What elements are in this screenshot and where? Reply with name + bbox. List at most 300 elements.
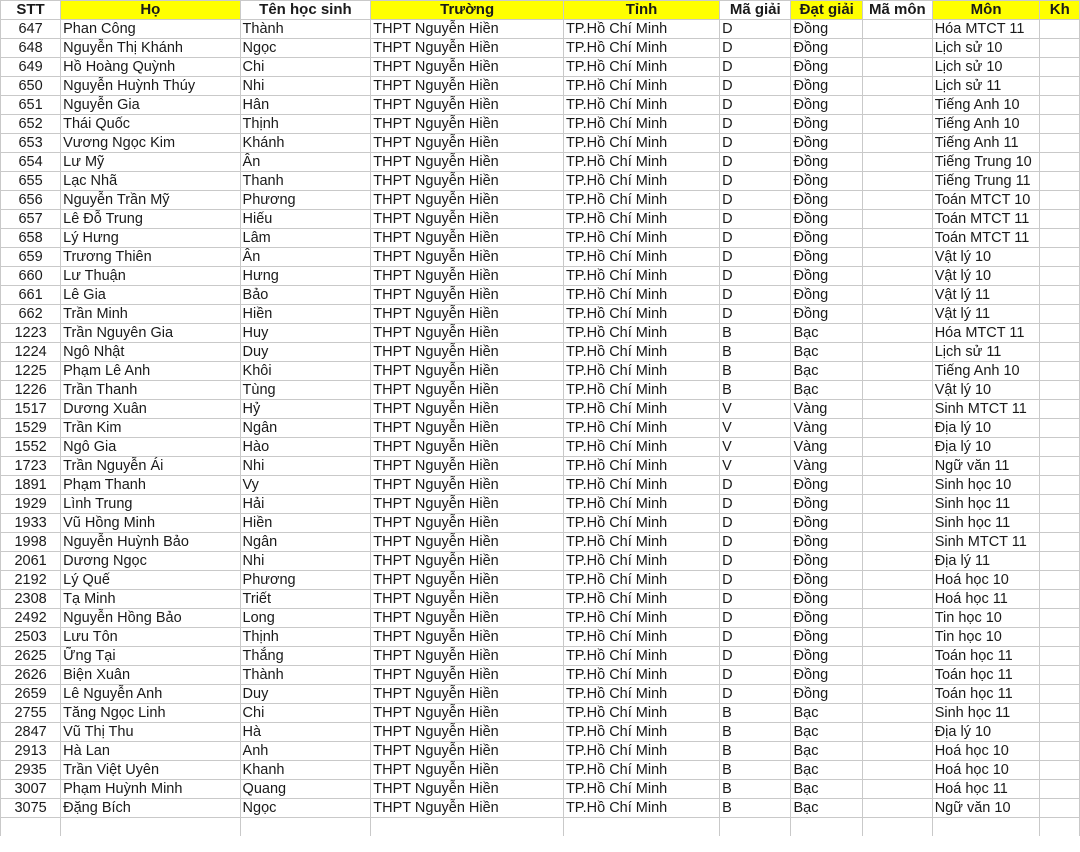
cell-kh[interactable]: [1040, 609, 1080, 628]
cell-stt[interactable]: 651: [1, 96, 61, 115]
cell-truong[interactable]: THPT Nguyễn Hiền: [371, 628, 564, 647]
cell-ma-mon[interactable]: [863, 495, 933, 514]
cell-ma-giai[interactable]: D: [720, 286, 791, 305]
cell-tinh[interactable]: TP.Hồ Chí Minh: [563, 381, 719, 400]
cell-dat-giai[interactable]: Bạc: [791, 324, 863, 343]
cell-kh[interactable]: [1040, 723, 1080, 742]
cell-truong[interactable]: THPT Nguyễn Hiền: [371, 514, 564, 533]
cell-ma-giai[interactable]: D: [720, 172, 791, 191]
empty-cell[interactable]: [932, 818, 1040, 836]
cell-kh[interactable]: [1040, 666, 1080, 685]
empty-cell[interactable]: [720, 818, 791, 836]
cell-stt[interactable]: 652: [1, 115, 61, 134]
cell-ma-giai[interactable]: D: [720, 96, 791, 115]
cell-ho[interactable]: Trần Kim: [61, 419, 240, 438]
cell-ho[interactable]: Nguyễn Trần Mỹ: [61, 191, 240, 210]
cell-ma-mon[interactable]: [863, 685, 933, 704]
cell-ma-giai[interactable]: B: [720, 704, 791, 723]
cell-dat-giai[interactable]: Bạc: [791, 799, 863, 818]
cell-truong[interactable]: THPT Nguyễn Hiền: [371, 780, 564, 799]
cell-mon[interactable]: Hoá học 10: [932, 742, 1040, 761]
cell-mon[interactable]: Tin học 10: [932, 609, 1040, 628]
cell-mon[interactable]: Vật lý 10: [932, 248, 1040, 267]
cell-tinh[interactable]: TP.Hồ Chí Minh: [563, 115, 719, 134]
cell-tinh[interactable]: TP.Hồ Chí Minh: [563, 590, 719, 609]
cell-kh[interactable]: [1040, 533, 1080, 552]
header-truong[interactable]: Trường: [371, 1, 564, 20]
cell-ten[interactable]: Thành: [240, 666, 371, 685]
cell-ho[interactable]: Nguyễn Huỳnh Thúy: [61, 77, 240, 96]
cell-ma-mon[interactable]: [863, 666, 933, 685]
cell-ho[interactable]: Lư Mỹ: [61, 153, 240, 172]
cell-ten[interactable]: Hiền: [240, 514, 371, 533]
cell-mon[interactable]: Vật lý 10: [932, 381, 1040, 400]
cell-stt[interactable]: 655: [1, 172, 61, 191]
cell-mon[interactable]: Tiếng Anh 11: [932, 134, 1040, 153]
cell-stt[interactable]: 654: [1, 153, 61, 172]
cell-ma-giai[interactable]: D: [720, 647, 791, 666]
cell-ho[interactable]: Dương Xuân: [61, 400, 240, 419]
cell-kh[interactable]: [1040, 457, 1080, 476]
cell-dat-giai[interactable]: Vàng: [791, 419, 863, 438]
cell-dat-giai[interactable]: Bạc: [791, 723, 863, 742]
cell-ho[interactable]: Đặng Bích: [61, 799, 240, 818]
header-ho[interactable]: Họ: [61, 1, 240, 20]
cell-mon[interactable]: Tiếng Anh 10: [932, 96, 1040, 115]
cell-ho[interactable]: Nguyễn Gia: [61, 96, 240, 115]
header-tinh[interactable]: Tỉnh: [563, 1, 719, 20]
cell-dat-giai[interactable]: Bạc: [791, 742, 863, 761]
cell-ten[interactable]: Nhi: [240, 457, 371, 476]
cell-ma-giai[interactable]: B: [720, 742, 791, 761]
cell-truong[interactable]: THPT Nguyễn Hiền: [371, 305, 564, 324]
cell-ten[interactable]: Thịnh: [240, 115, 371, 134]
cell-stt[interactable]: 1929: [1, 495, 61, 514]
cell-ho[interactable]: Ngô Nhật: [61, 343, 240, 362]
cell-ma-mon[interactable]: [863, 20, 933, 39]
cell-mon[interactable]: Sinh học 11: [932, 495, 1040, 514]
cell-kh[interactable]: [1040, 704, 1080, 723]
cell-mon[interactable]: Tiếng Anh 10: [932, 115, 1040, 134]
cell-kh[interactable]: [1040, 153, 1080, 172]
cell-dat-giai[interactable]: Bạc: [791, 362, 863, 381]
cell-mon[interactable]: Toán học 11: [932, 685, 1040, 704]
cell-ten[interactable]: Quang: [240, 780, 371, 799]
cell-mon[interactable]: Toán MTCT 10: [932, 191, 1040, 210]
cell-dat-giai[interactable]: Đồng: [791, 628, 863, 647]
cell-ten[interactable]: Chi: [240, 704, 371, 723]
cell-ma-giai[interactable]: D: [720, 628, 791, 647]
cell-truong[interactable]: THPT Nguyễn Hiền: [371, 248, 564, 267]
cell-ma-giai[interactable]: D: [720, 590, 791, 609]
cell-truong[interactable]: THPT Nguyễn Hiền: [371, 267, 564, 286]
cell-tinh[interactable]: TP.Hồ Chí Minh: [563, 609, 719, 628]
cell-tinh[interactable]: TP.Hồ Chí Minh: [563, 780, 719, 799]
cell-stt[interactable]: 1225: [1, 362, 61, 381]
cell-ma-mon[interactable]: [863, 39, 933, 58]
cell-truong[interactable]: THPT Nguyễn Hiền: [371, 723, 564, 742]
cell-ten[interactable]: Nhi: [240, 552, 371, 571]
cell-dat-giai[interactable]: Đồng: [791, 115, 863, 134]
cell-ma-mon[interactable]: [863, 438, 933, 457]
cell-ho[interactable]: Vương Ngọc Kim: [61, 134, 240, 153]
cell-kh[interactable]: [1040, 799, 1080, 818]
cell-dat-giai[interactable]: Đồng: [791, 191, 863, 210]
cell-kh[interactable]: [1040, 780, 1080, 799]
cell-tinh[interactable]: TP.Hồ Chí Minh: [563, 343, 719, 362]
cell-ten[interactable]: Hỷ: [240, 400, 371, 419]
cell-stt[interactable]: 1226: [1, 381, 61, 400]
cell-ma-mon[interactable]: [863, 381, 933, 400]
cell-ma-giai[interactable]: V: [720, 457, 791, 476]
cell-mon[interactable]: Toán MTCT 11: [932, 210, 1040, 229]
cell-tinh[interactable]: TP.Hồ Chí Minh: [563, 77, 719, 96]
cell-truong[interactable]: THPT Nguyễn Hiền: [371, 666, 564, 685]
cell-kh[interactable]: [1040, 20, 1080, 39]
cell-truong[interactable]: THPT Nguyễn Hiền: [371, 419, 564, 438]
cell-dat-giai[interactable]: Đồng: [791, 229, 863, 248]
cell-ma-mon[interactable]: [863, 647, 933, 666]
cell-mon[interactable]: Ngữ văn 10: [932, 799, 1040, 818]
cell-truong[interactable]: THPT Nguyễn Hiền: [371, 343, 564, 362]
cell-kh[interactable]: [1040, 552, 1080, 571]
cell-ten[interactable]: Duy: [240, 343, 371, 362]
empty-cell[interactable]: [240, 818, 371, 836]
cell-mon[interactable]: Địa lý 10: [932, 419, 1040, 438]
cell-dat-giai[interactable]: Đồng: [791, 514, 863, 533]
cell-kh[interactable]: [1040, 305, 1080, 324]
cell-truong[interactable]: THPT Nguyễn Hiền: [371, 438, 564, 457]
cell-mon[interactable]: Hóa MTCT 11: [932, 324, 1040, 343]
cell-ho[interactable]: Lê Nguyễn Anh: [61, 685, 240, 704]
cell-ten[interactable]: Huy: [240, 324, 371, 343]
cell-ma-giai[interactable]: D: [720, 58, 791, 77]
cell-dat-giai[interactable]: Vàng: [791, 438, 863, 457]
cell-dat-giai[interactable]: Đồng: [791, 476, 863, 495]
cell-mon[interactable]: Tiếng Anh 10: [932, 362, 1040, 381]
cell-ma-mon[interactable]: [863, 210, 933, 229]
cell-ho[interactable]: Ngô Gia: [61, 438, 240, 457]
cell-mon[interactable]: Vật lý 11: [932, 305, 1040, 324]
cell-ma-mon[interactable]: [863, 590, 933, 609]
cell-mon[interactable]: Sinh học 11: [932, 704, 1040, 723]
cell-ten[interactable]: Ngọc: [240, 39, 371, 58]
cell-dat-giai[interactable]: Đồng: [791, 134, 863, 153]
cell-truong[interactable]: THPT Nguyễn Hiền: [371, 476, 564, 495]
cell-kh[interactable]: [1040, 514, 1080, 533]
empty-cell[interactable]: [563, 818, 719, 836]
cell-kh[interactable]: [1040, 115, 1080, 134]
cell-ho[interactable]: Vũ Hồng Minh: [61, 514, 240, 533]
cell-mon[interactable]: Hoá học 11: [932, 780, 1040, 799]
cell-ma-giai[interactable]: D: [720, 495, 791, 514]
cell-kh[interactable]: [1040, 96, 1080, 115]
cell-mon[interactable]: Toán học 11: [932, 666, 1040, 685]
cell-dat-giai[interactable]: Đồng: [791, 590, 863, 609]
cell-stt[interactable]: 656: [1, 191, 61, 210]
cell-ma-giai[interactable]: D: [720, 115, 791, 134]
empty-cell[interactable]: [791, 818, 863, 836]
cell-mon[interactable]: Tiếng Trung 11: [932, 172, 1040, 191]
cell-tinh[interactable]: TP.Hồ Chí Minh: [563, 742, 719, 761]
cell-tinh[interactable]: TP.Hồ Chí Minh: [563, 628, 719, 647]
cell-ma-giai[interactable]: B: [720, 324, 791, 343]
cell-ten[interactable]: Triết: [240, 590, 371, 609]
cell-mon[interactable]: Toán MTCT 11: [932, 229, 1040, 248]
cell-ma-mon[interactable]: [863, 476, 933, 495]
cell-tinh[interactable]: TP.Hồ Chí Minh: [563, 723, 719, 742]
cell-ma-giai[interactable]: D: [720, 134, 791, 153]
cell-ma-mon[interactable]: [863, 191, 933, 210]
header-dat-giai[interactable]: Đạt giải: [791, 1, 863, 20]
cell-ma-mon[interactable]: [863, 153, 933, 172]
cell-truong[interactable]: THPT Nguyễn Hiền: [371, 96, 564, 115]
cell-ma-mon[interactable]: [863, 628, 933, 647]
cell-ma-mon[interactable]: [863, 533, 933, 552]
cell-ma-mon[interactable]: [863, 362, 933, 381]
cell-ma-giai[interactable]: B: [720, 761, 791, 780]
cell-truong[interactable]: THPT Nguyễn Hiền: [371, 153, 564, 172]
cell-truong[interactable]: THPT Nguyễn Hiền: [371, 20, 564, 39]
cell-stt[interactable]: 2659: [1, 685, 61, 704]
cell-kh[interactable]: [1040, 590, 1080, 609]
cell-kh[interactable]: [1040, 324, 1080, 343]
cell-kh[interactable]: [1040, 438, 1080, 457]
cell-truong[interactable]: THPT Nguyễn Hiền: [371, 286, 564, 305]
cell-stt[interactable]: 2913: [1, 742, 61, 761]
cell-ten[interactable]: Thịnh: [240, 628, 371, 647]
cell-tinh[interactable]: TP.Hồ Chí Minh: [563, 191, 719, 210]
cell-dat-giai[interactable]: Đồng: [791, 495, 863, 514]
cell-truong[interactable]: THPT Nguyễn Hiền: [371, 172, 564, 191]
cell-stt[interactable]: 659: [1, 248, 61, 267]
cell-ten[interactable]: Thanh: [240, 172, 371, 191]
cell-stt[interactable]: 1529: [1, 419, 61, 438]
cell-ma-giai[interactable]: D: [720, 210, 791, 229]
cell-dat-giai[interactable]: Đồng: [791, 248, 863, 267]
cell-dat-giai[interactable]: Đồng: [791, 172, 863, 191]
cell-kh[interactable]: [1040, 286, 1080, 305]
cell-mon[interactable]: Hoá học 10: [932, 571, 1040, 590]
cell-stt[interactable]: 2847: [1, 723, 61, 742]
cell-kh[interactable]: [1040, 685, 1080, 704]
header-ma-mon[interactable]: Mã môn: [863, 1, 933, 20]
cell-ho[interactable]: Trần Nguyên Gia: [61, 324, 240, 343]
cell-ma-giai[interactable]: D: [720, 552, 791, 571]
cell-stt[interactable]: 1891: [1, 476, 61, 495]
cell-tinh[interactable]: TP.Hồ Chí Minh: [563, 20, 719, 39]
cell-ho[interactable]: Phạm Huỳnh Minh: [61, 780, 240, 799]
cell-mon[interactable]: Sinh MTCT 11: [932, 533, 1040, 552]
cell-ma-mon[interactable]: [863, 400, 933, 419]
empty-cell[interactable]: [371, 818, 564, 836]
cell-mon[interactable]: Vật lý 11: [932, 286, 1040, 305]
cell-ma-giai[interactable]: D: [720, 191, 791, 210]
cell-stt[interactable]: 3007: [1, 780, 61, 799]
cell-ho[interactable]: Tạ Minh: [61, 590, 240, 609]
cell-truong[interactable]: THPT Nguyễn Hiền: [371, 571, 564, 590]
cell-stt[interactable]: 2061: [1, 552, 61, 571]
cell-ma-mon[interactable]: [863, 305, 933, 324]
cell-kh[interactable]: [1040, 476, 1080, 495]
cell-stt[interactable]: 1223: [1, 324, 61, 343]
cell-ma-giai[interactable]: D: [720, 685, 791, 704]
cell-ma-giai[interactable]: D: [720, 229, 791, 248]
cell-truong[interactable]: THPT Nguyễn Hiền: [371, 552, 564, 571]
cell-ma-mon[interactable]: [863, 799, 933, 818]
cell-tinh[interactable]: TP.Hồ Chí Minh: [563, 286, 719, 305]
cell-tinh[interactable]: TP.Hồ Chí Minh: [563, 39, 719, 58]
cell-ten[interactable]: Ngân: [240, 533, 371, 552]
cell-kh[interactable]: [1040, 647, 1080, 666]
cell-ma-giai[interactable]: D: [720, 305, 791, 324]
cell-ho[interactable]: Lưu Tôn: [61, 628, 240, 647]
cell-truong[interactable]: THPT Nguyễn Hiền: [371, 324, 564, 343]
cell-kh[interactable]: [1040, 571, 1080, 590]
cell-ho[interactable]: Trần Minh: [61, 305, 240, 324]
cell-tinh[interactable]: TP.Hồ Chí Minh: [563, 172, 719, 191]
cell-dat-giai[interactable]: Bạc: [791, 343, 863, 362]
cell-ho[interactable]: Phạm Thanh: [61, 476, 240, 495]
cell-stt[interactable]: 662: [1, 305, 61, 324]
cell-dat-giai[interactable]: Đồng: [791, 647, 863, 666]
cell-stt[interactable]: 649: [1, 58, 61, 77]
cell-kh[interactable]: [1040, 381, 1080, 400]
cell-truong[interactable]: THPT Nguyễn Hiền: [371, 704, 564, 723]
cell-ho[interactable]: Lê Đỗ Trung: [61, 210, 240, 229]
cell-dat-giai[interactable]: Bạc: [791, 381, 863, 400]
cell-ho[interactable]: Lý Hưng: [61, 229, 240, 248]
cell-dat-giai[interactable]: Bạc: [791, 780, 863, 799]
cell-tinh[interactable]: TP.Hồ Chí Minh: [563, 571, 719, 590]
cell-ma-mon[interactable]: [863, 609, 933, 628]
cell-mon[interactable]: Sinh học 10: [932, 476, 1040, 495]
cell-stt[interactable]: 2192: [1, 571, 61, 590]
cell-ho[interactable]: Vũ Thị Thu: [61, 723, 240, 742]
cell-truong[interactable]: THPT Nguyễn Hiền: [371, 590, 564, 609]
cell-mon[interactable]: Sinh học 11: [932, 514, 1040, 533]
cell-ten[interactable]: Ân: [240, 153, 371, 172]
cell-truong[interactable]: THPT Nguyễn Hiền: [371, 134, 564, 153]
cell-kh[interactable]: [1040, 210, 1080, 229]
cell-stt[interactable]: 2625: [1, 647, 61, 666]
cell-kh[interactable]: [1040, 267, 1080, 286]
cell-ma-giai[interactable]: D: [720, 248, 791, 267]
cell-truong[interactable]: THPT Nguyễn Hiền: [371, 58, 564, 77]
cell-dat-giai[interactable]: Vàng: [791, 457, 863, 476]
cell-ten[interactable]: Ngọc: [240, 799, 371, 818]
cell-mon[interactable]: Địa lý 11: [932, 552, 1040, 571]
cell-dat-giai[interactable]: Đồng: [791, 666, 863, 685]
cell-ten[interactable]: Nhi: [240, 77, 371, 96]
cell-ma-mon[interactable]: [863, 761, 933, 780]
cell-ma-giai[interactable]: B: [720, 343, 791, 362]
cell-stt[interactable]: 1517: [1, 400, 61, 419]
cell-dat-giai[interactable]: Đồng: [791, 39, 863, 58]
cell-ten[interactable]: Khôi: [240, 362, 371, 381]
cell-dat-giai[interactable]: Đồng: [791, 305, 863, 324]
cell-tinh[interactable]: TP.Hồ Chí Minh: [563, 419, 719, 438]
cell-stt[interactable]: 650: [1, 77, 61, 96]
cell-dat-giai[interactable]: Bạc: [791, 704, 863, 723]
cell-truong[interactable]: THPT Nguyễn Hiền: [371, 609, 564, 628]
cell-kh[interactable]: [1040, 742, 1080, 761]
cell-ho[interactable]: Trần Việt Uyên: [61, 761, 240, 780]
cell-truong[interactable]: THPT Nguyễn Hiền: [371, 400, 564, 419]
cell-truong[interactable]: THPT Nguyễn Hiền: [371, 761, 564, 780]
cell-tinh[interactable]: TP.Hồ Chí Minh: [563, 248, 719, 267]
cell-stt[interactable]: 1552: [1, 438, 61, 457]
cell-tinh[interactable]: TP.Hồ Chí Minh: [563, 666, 719, 685]
empty-cell[interactable]: [61, 818, 240, 836]
cell-tinh[interactable]: TP.Hồ Chí Minh: [563, 267, 719, 286]
cell-mon[interactable]: Ngữ văn 11: [932, 457, 1040, 476]
cell-ten[interactable]: Hiếu: [240, 210, 371, 229]
cell-tinh[interactable]: TP.Hồ Chí Minh: [563, 134, 719, 153]
cell-kh[interactable]: [1040, 248, 1080, 267]
cell-stt[interactable]: 2755: [1, 704, 61, 723]
cell-ho[interactable]: Nguyễn Huỳnh Bảo: [61, 533, 240, 552]
cell-ho[interactable]: Nguyễn Thị Khánh: [61, 39, 240, 58]
cell-kh[interactable]: [1040, 191, 1080, 210]
cell-stt[interactable]: 653: [1, 134, 61, 153]
cell-truong[interactable]: THPT Nguyễn Hiền: [371, 799, 564, 818]
cell-truong[interactable]: THPT Nguyễn Hiền: [371, 647, 564, 666]
cell-kh[interactable]: [1040, 495, 1080, 514]
cell-truong[interactable]: THPT Nguyễn Hiền: [371, 191, 564, 210]
cell-ten[interactable]: Khánh: [240, 134, 371, 153]
cell-tinh[interactable]: TP.Hồ Chí Minh: [563, 685, 719, 704]
cell-stt[interactable]: 661: [1, 286, 61, 305]
cell-ma-mon[interactable]: [863, 115, 933, 134]
cell-mon[interactable]: Tin học 10: [932, 628, 1040, 647]
cell-stt[interactable]: 657: [1, 210, 61, 229]
cell-ho[interactable]: Ững Tại: [61, 647, 240, 666]
cell-truong[interactable]: THPT Nguyễn Hiền: [371, 495, 564, 514]
cell-stt[interactable]: 1998: [1, 533, 61, 552]
header-ma-giai[interactable]: Mã giải: [720, 1, 791, 20]
cell-ma-mon[interactable]: [863, 248, 933, 267]
cell-mon[interactable]: Hóa MTCT 11: [932, 20, 1040, 39]
cell-mon[interactable]: Địa lý 10: [932, 438, 1040, 457]
header-mon[interactable]: Môn: [932, 1, 1040, 20]
cell-stt[interactable]: 1933: [1, 514, 61, 533]
cell-dat-giai[interactable]: Đồng: [791, 609, 863, 628]
cell-truong[interactable]: THPT Nguyễn Hiền: [371, 210, 564, 229]
cell-dat-giai[interactable]: Đồng: [791, 571, 863, 590]
cell-mon[interactable]: Lịch sử 10: [932, 58, 1040, 77]
cell-ma-mon[interactable]: [863, 723, 933, 742]
cell-ho[interactable]: Lý Quế: [61, 571, 240, 590]
cell-truong[interactable]: THPT Nguyễn Hiền: [371, 229, 564, 248]
cell-ho[interactable]: Lình Trung: [61, 495, 240, 514]
cell-kh[interactable]: [1040, 77, 1080, 96]
cell-ten[interactable]: Duy: [240, 685, 371, 704]
cell-ma-mon[interactable]: [863, 571, 933, 590]
cell-ma-mon[interactable]: [863, 780, 933, 799]
cell-ten[interactable]: Thành: [240, 20, 371, 39]
cell-ma-giai[interactable]: B: [720, 799, 791, 818]
cell-ma-giai[interactable]: D: [720, 153, 791, 172]
cell-tinh[interactable]: TP.Hồ Chí Minh: [563, 324, 719, 343]
cell-kh[interactable]: [1040, 343, 1080, 362]
cell-ma-giai[interactable]: D: [720, 571, 791, 590]
cell-mon[interactable]: Sinh MTCT 11: [932, 400, 1040, 419]
cell-ma-mon[interactable]: [863, 324, 933, 343]
cell-ho[interactable]: Hà Lan: [61, 742, 240, 761]
cell-ma-mon[interactable]: [863, 96, 933, 115]
cell-ho[interactable]: Lê Gia: [61, 286, 240, 305]
